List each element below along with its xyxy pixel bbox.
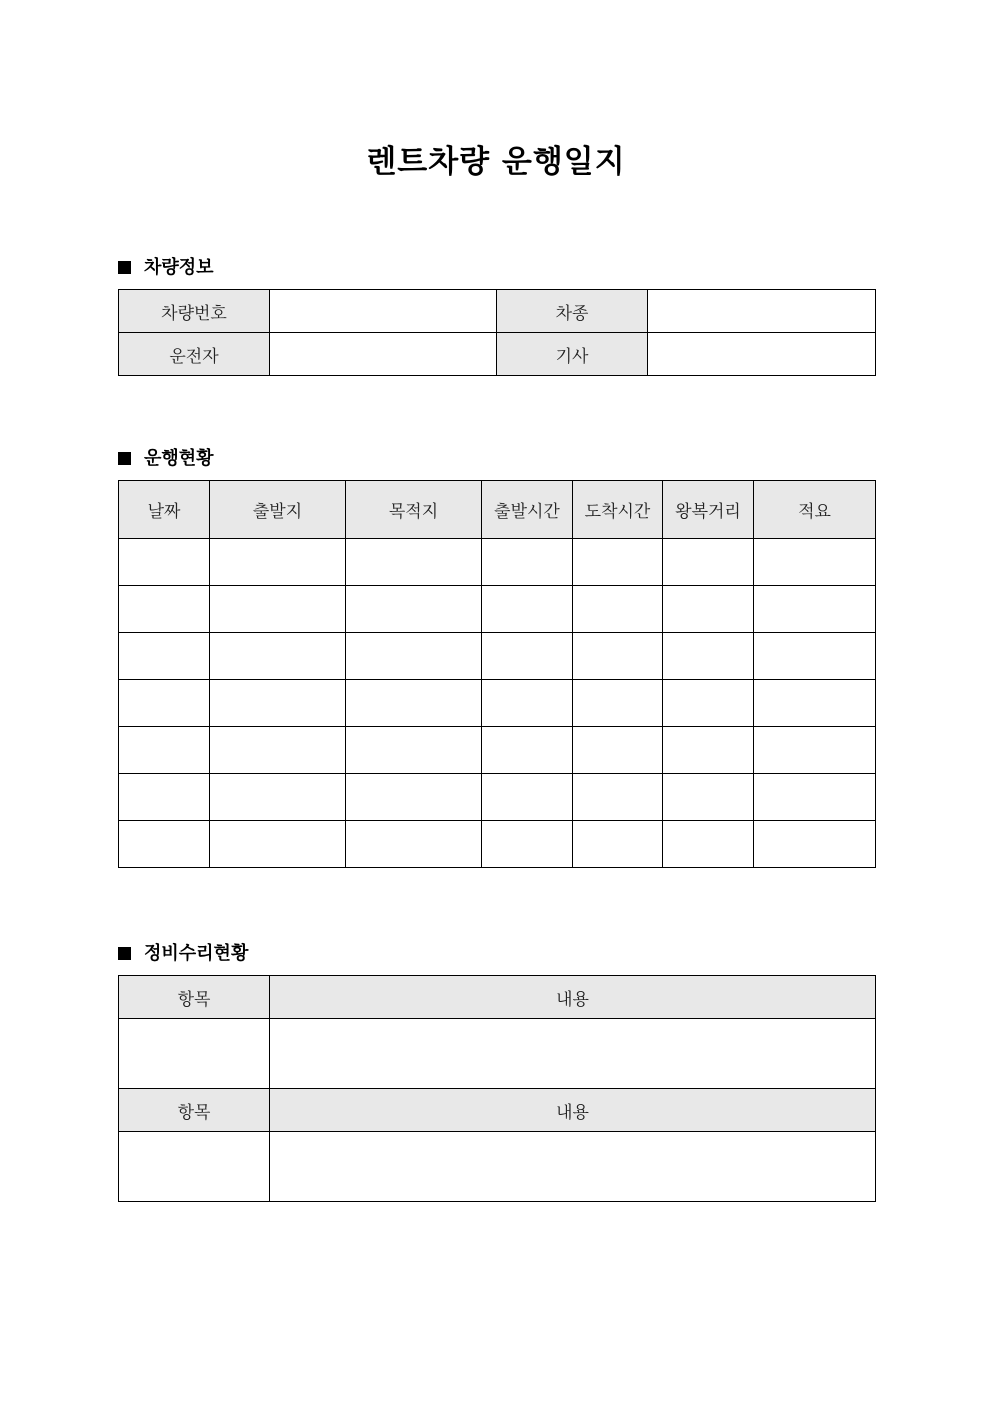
- vehicle-info-heading-text: 차량정보: [144, 257, 214, 278]
- table-cell[interactable]: [346, 586, 482, 633]
- table-cell[interactable]: [573, 727, 663, 774]
- table-cell[interactable]: [573, 539, 663, 586]
- table-cell[interactable]: [573, 680, 663, 727]
- table-cell[interactable]: [346, 727, 482, 774]
- column-header-destination: 목적지: [346, 481, 482, 539]
- chauffeur-label: 기사: [497, 333, 648, 376]
- table-cell[interactable]: [119, 727, 210, 774]
- table-cell[interactable]: [754, 539, 876, 586]
- table-cell[interactable]: [210, 727, 346, 774]
- table-cell[interactable]: [663, 680, 754, 727]
- table-cell[interactable]: [754, 774, 876, 821]
- item-label: 항목: [119, 1089, 270, 1132]
- table-cell[interactable]: [482, 821, 573, 868]
- table-cell[interactable]: [482, 680, 573, 727]
- table-cell[interactable]: [482, 774, 573, 821]
- table-cell[interactable]: [346, 680, 482, 727]
- table-cell[interactable]: [663, 586, 754, 633]
- column-header-origin: 출발지: [210, 481, 346, 539]
- table-cell[interactable]: [210, 633, 346, 680]
- table-cell[interactable]: [573, 774, 663, 821]
- table-row: [119, 680, 876, 727]
- driver-label: 운전자: [119, 333, 270, 376]
- square-bullet-icon: [118, 947, 131, 960]
- table-cell[interactable]: [119, 633, 210, 680]
- table-cell[interactable]: [482, 727, 573, 774]
- plate-number-field[interactable]: [270, 290, 497, 333]
- table-cell[interactable]: [754, 680, 876, 727]
- table-cell[interactable]: [754, 821, 876, 868]
- table-cell[interactable]: [663, 821, 754, 868]
- table-cell[interactable]: [663, 539, 754, 586]
- column-header-departure-time: 출발시간: [482, 481, 573, 539]
- table-cell[interactable]: [663, 774, 754, 821]
- page-title: 렌트차량 운행일지: [366, 144, 626, 180]
- table-cell[interactable]: [210, 586, 346, 633]
- table-row: [119, 727, 876, 774]
- table-cell[interactable]: [346, 774, 482, 821]
- table-cell[interactable]: [210, 821, 346, 868]
- plate-number-label: 차량번호: [119, 290, 270, 333]
- table-cell[interactable]: [210, 680, 346, 727]
- model-label: 차종: [497, 290, 648, 333]
- square-bullet-icon: [118, 261, 131, 274]
- column-header-remarks: 적요: [754, 481, 876, 539]
- item-label: 항목: [119, 976, 270, 1019]
- table-cell[interactable]: [754, 586, 876, 633]
- content-label: 내용: [270, 976, 876, 1019]
- chauffeur-field[interactable]: [648, 333, 876, 376]
- table-cell[interactable]: [573, 586, 663, 633]
- table-cell[interactable]: [482, 633, 573, 680]
- table-cell[interactable]: [210, 539, 346, 586]
- table-row: [119, 821, 876, 868]
- content-label: 내용: [270, 1089, 876, 1132]
- table-row: [119, 333, 876, 376]
- operation-status-table: [118, 480, 876, 868]
- table-cell[interactable]: [210, 774, 346, 821]
- operation-status-heading: [118, 444, 214, 470]
- table-cell[interactable]: [754, 633, 876, 680]
- table-cell[interactable]: [119, 680, 210, 727]
- table-row: [119, 633, 876, 680]
- table-cell[interactable]: [754, 727, 876, 774]
- maintenance-status-table: [118, 975, 876, 1202]
- driver-field[interactable]: [270, 333, 497, 376]
- table-cell[interactable]: [346, 633, 482, 680]
- table-row: [119, 290, 876, 333]
- table-cell[interactable]: [573, 633, 663, 680]
- table-row: [119, 539, 876, 586]
- table-cell[interactable]: [119, 586, 210, 633]
- vehicle-info-table: [118, 289, 876, 376]
- table-row: [119, 1132, 876, 1202]
- table-header-row: [119, 481, 876, 539]
- table-cell[interactable]: [573, 821, 663, 868]
- item-field[interactable]: [119, 1019, 270, 1089]
- table-row: [119, 774, 876, 821]
- item-field[interactable]: [119, 1132, 270, 1202]
- square-bullet-icon: [118, 452, 131, 465]
- table-row: [119, 586, 876, 633]
- table-header-row: [119, 1089, 876, 1132]
- table-cell[interactable]: [482, 586, 573, 633]
- model-field[interactable]: [648, 290, 876, 333]
- table-cell[interactable]: [346, 539, 482, 586]
- table-row: [119, 1019, 876, 1089]
- table-cell[interactable]: [346, 821, 482, 868]
- table-header-row: [119, 976, 876, 1019]
- table-cell[interactable]: [119, 539, 210, 586]
- maintenance-status-heading-text: 정비수리현황: [144, 943, 249, 964]
- table-cell[interactable]: [663, 633, 754, 680]
- column-header-arrival-time: 도착시간: [573, 481, 663, 539]
- vehicle-info-heading: [118, 253, 214, 279]
- column-header-date: 날짜: [119, 481, 210, 539]
- table-cell[interactable]: [119, 821, 210, 868]
- table-cell[interactable]: [119, 774, 210, 821]
- operation-status-heading-text: 운행현황: [144, 448, 214, 469]
- table-cell[interactable]: [482, 539, 573, 586]
- maintenance-status-heading: [118, 939, 248, 965]
- table-cell[interactable]: [663, 727, 754, 774]
- content-field[interactable]: [270, 1019, 876, 1089]
- column-header-round-trip-distance: 왕복거리: [663, 481, 754, 539]
- content-field[interactable]: [270, 1132, 876, 1202]
